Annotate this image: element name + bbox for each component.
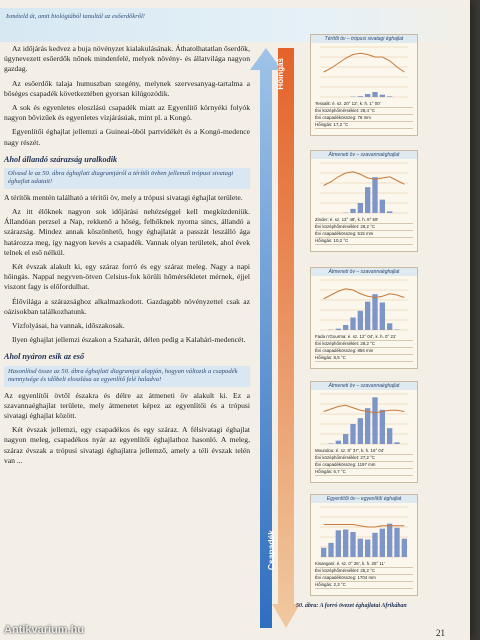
climate-diagram: [310, 381, 418, 483]
precipitation-bar: [387, 323, 392, 330]
precipitation-bar: [336, 329, 341, 330]
climate-stat-line: Tessalit: é. sz. 20° 12', k. h. 1° 00': [315, 101, 413, 108]
precipitation-bar: [380, 529, 385, 557]
precipitation-bar: [365, 540, 370, 558]
precipitation-bar: [350, 318, 355, 331]
precipitation-bar: [380, 410, 385, 444]
figure-caption: 50. ábra: A forró övezet éghajlatai Afrikában: [296, 603, 407, 609]
climate-stat-line: Évi csapadékösszeg: 76 mm: [315, 115, 413, 122]
climate-stat-line: Hőingás: 6,7 °C: [315, 469, 413, 476]
climate-stat-line: Fada n'Gourma: é. sz. 12° 04', k. h. 0° 21': [315, 334, 413, 341]
climate-stat-line: Évi csapadékösszeg: 515 mm: [315, 231, 413, 238]
climate-stat-line: Hőingás: 10,2 °C: [315, 238, 413, 245]
section-heading: Ahol nyáron esik az eső: [4, 352, 85, 362]
precipitation-bar: [328, 543, 333, 557]
temperature-line: [324, 405, 405, 413]
precipitation-bar: [380, 200, 385, 213]
climate-stats: [311, 217, 417, 245]
arrow-label-rainfall: Csapadék: [266, 530, 276, 571]
precipitation-bar: [350, 532, 355, 557]
precipitation-bar: [387, 428, 392, 444]
paragraph: Két évszak alakult ki, egy száraz forró és egy száraz meleg. Nagy a napi hőingás. Nappal negyven-ötven Celsius-fok körüli hőmérsékletet mérnek, éjjel viszont fagy is előfordulhat.: [4, 262, 250, 292]
climate-stat-line: Évi középhőmérséklet: 28,2 °C: [315, 341, 413, 348]
precipitation-bar: [343, 325, 348, 330]
temperature-range-arrow: [272, 48, 300, 628]
paragraph: Az esőerdők talaja humuszban szegény, melynek szervesanyag-tartalma a bőséges csapadék következtében gyorsan kilúgozódik.: [4, 78, 250, 98]
precipitation-bar: [372, 533, 377, 557]
temperature-line: [324, 53, 405, 72]
paragraph: Az itt élőknek nagyon sok időjárási nehézséggel kell megküzdeniük. Állandóan perzsel a Nap, rekkenő a hőség, felhőknek nyoma sincs, állandó a szárazság. Mindez annak köszönhető, hogy éghajlatát a passzát leszálló ága határozza meg, így nagyon kevés a csapadék. Vannak olyan területek, ahol évek telnek el eső nélkül.: [4, 207, 250, 257]
paragraph: Egyenlítői éghajlat jellemzi a Guineai-öböl partvidékét és a Kongó-medence nagy részét.: [4, 127, 250, 147]
climate-diagram-title: Átmeneti öv – szavannaéghajlat: [311, 151, 417, 159]
climate-plot: [316, 159, 412, 217]
precipitation-bar: [372, 177, 377, 213]
precipitation-bar: [358, 203, 363, 213]
paragraph: Ilyen éghajlat jellemzi északon a Szaharát, délen pedig a Kalahári-medencét.: [12, 335, 246, 345]
precipitation-bar: [394, 528, 399, 557]
precipitation-bar: [358, 418, 363, 444]
paragraph: Két évszak jellemzi, egy csapadékos és egy száraz. A félsivatagi éghajlat nagyon meleg, csapadékos nyár az egyenlítői éghajlathoz hasonló. A meleg, száraz évszak a trópusi sivatagi éghajlatra jellemző, amely a téli évszak telén van ...: [4, 425, 250, 465]
climate-stat-line: Évi középhőmérséklet: 28,2 °C: [315, 224, 413, 231]
climate-stat-line: Hőingás: 8,5 °C: [315, 355, 413, 362]
climate-diagram-title: Egyenlítői öv – egyenlítői éghajlat: [311, 495, 417, 503]
paragraph: A sok és egyenletes eloszlású csapadék miatt az Egyenlítő környéki folyók nagyon bővizűek és egyenletes vízjárásúak, mint pl. a Kongó.: [4, 103, 250, 123]
climate-stats: [311, 101, 417, 129]
climate-stat-line: Évi csapadékösszeg: 1704 mm: [315, 575, 413, 582]
precipitation-bar: [372, 397, 377, 444]
precipitation-bar: [358, 96, 363, 97]
climate-diagram: [310, 494, 418, 596]
precipitation-bar: [394, 330, 399, 331]
climate-diagram-title: Átmeneti öv – szavannaéghajlat: [311, 382, 417, 390]
task-note: Olvasd le az 50. ábra éghajlati diagramjáról a térítői övben jellemző trópusi sivatagi éghajlat adatait!: [4, 168, 250, 189]
precipitation-bar: [365, 94, 370, 97]
precipitation-bar: [365, 187, 370, 213]
climate-stat-line: Hőingás: 2,3 °C: [315, 582, 413, 589]
climate-stat-line: Moundou: é. sz. 8° 37', k. h. 16° 04': [315, 448, 413, 455]
climate-stat-line: Kisangani: é. sz. 0° 26', k. h. 25° 11': [315, 561, 413, 568]
climate-stats: [311, 448, 417, 476]
precipitation-bar: [394, 442, 399, 444]
precipitation-bar: [343, 434, 348, 444]
climate-plot: [316, 503, 412, 561]
precipitation-bar: [372, 294, 377, 330]
climate-plot: [316, 390, 412, 448]
precipitation-bar: [387, 211, 392, 213]
precipitation-bar: [380, 303, 385, 331]
climate-plot: [316, 276, 412, 334]
climate-stat-line: Évi középhőmérséklet: 27,2 °C: [315, 455, 413, 462]
climate-stat-line: Hőingás: 17,2 °C: [315, 122, 413, 129]
climate-stat-line: Évi középhőmérséklet: 25,2 °C: [315, 568, 413, 575]
precipitation-bar: [387, 524, 392, 557]
precipitation-bar: [402, 539, 407, 557]
paragraph: Élővilága a szárazsághoz alkalmazkodott. Gazdagabb növényzettel csak az oázisokban találkozhatunk.: [4, 296, 250, 316]
main-text-column: [4, 44, 250, 470]
climate-diagram: [310, 34, 418, 136]
precipitation-bar: [365, 302, 370, 330]
climate-stats: [311, 561, 417, 589]
climate-stat-line: Évi csapadékösszeg: 856 mm: [315, 348, 413, 355]
climate-diagram-title: Átmeneti öv – szavannaéghajlat: [311, 268, 417, 276]
precipitation-bar: [365, 408, 370, 444]
precipitation-bar: [321, 548, 326, 557]
climate-diagram: [310, 150, 418, 252]
precipitation-bar: [358, 539, 363, 557]
precipitation-bar: [372, 92, 377, 97]
paragraph: A térítők mentén található a térítői öv, mely a trópusi sivatagi éghajlat területe.: [4, 192, 243, 202]
precipitation-bar: [380, 95, 385, 97]
task-note: Hasonlítsd össze az 50. ábra éghajlati diagramjai alapján, hogyan változik a csapadék mennyisége és időbeli eloszlása az egyenlítő felé haladva!: [4, 366, 250, 387]
precipitation-bar: [387, 96, 392, 97]
precipitation-bar: [336, 441, 341, 444]
precipitation-bar: [358, 311, 363, 330]
section-heading: Ahol állandó szárazság uralkodik: [4, 154, 118, 164]
climate-diagram: [310, 267, 418, 369]
watermark: Antikvarium.hu: [4, 624, 85, 636]
climate-stats: [311, 334, 417, 362]
precipitation-bar: [343, 530, 348, 558]
precipitation-bar: [350, 209, 355, 213]
paragraph: Az időjárás kedvez a buja növényzet kialakulásának. Áthatolhatatlan őserdők, úgynevezett esőerdők nőnek mindenfelé, melyek növény- és állatvilága nagyon gazdag.: [4, 44, 250, 74]
temperature-line: [324, 172, 405, 186]
precipitation-bar: [336, 530, 341, 557]
arrow-label-temperature-range: Hőingás: [276, 58, 285, 90]
page-number: 21: [436, 628, 445, 638]
precipitation-bar: [328, 444, 333, 445]
paragraph: Az egyenlítői övtől északra és délre az átmeneti öv alakult ki. Ez a szavannaéghajlat területe, mely átmenetet képez az egyenlítői és a trópusi sivatagi éghajlat között.: [4, 390, 250, 420]
precipitation-bar: [350, 424, 355, 444]
climate-stat-line: Zinder: é. sz. 13° 48', k. h. 8° 59': [315, 217, 413, 224]
page-header: Ismételd át, amit biológiából tanultál az esőerdőkről!: [6, 13, 145, 20]
climate-diagram-title: Térítői öv – trópusi sivatagi éghajlat: [311, 35, 417, 43]
climate-stat-line: Évi csapadékösszeg: 1197 mm: [315, 462, 413, 469]
climate-stat-line: Évi középhőmérséklet: 28,4 °C: [315, 108, 413, 115]
temperature-line: [324, 289, 405, 299]
paragraph: Vízfolyásai, ha vannak, időszakosak.: [12, 321, 125, 331]
climate-plot: [316, 43, 412, 101]
